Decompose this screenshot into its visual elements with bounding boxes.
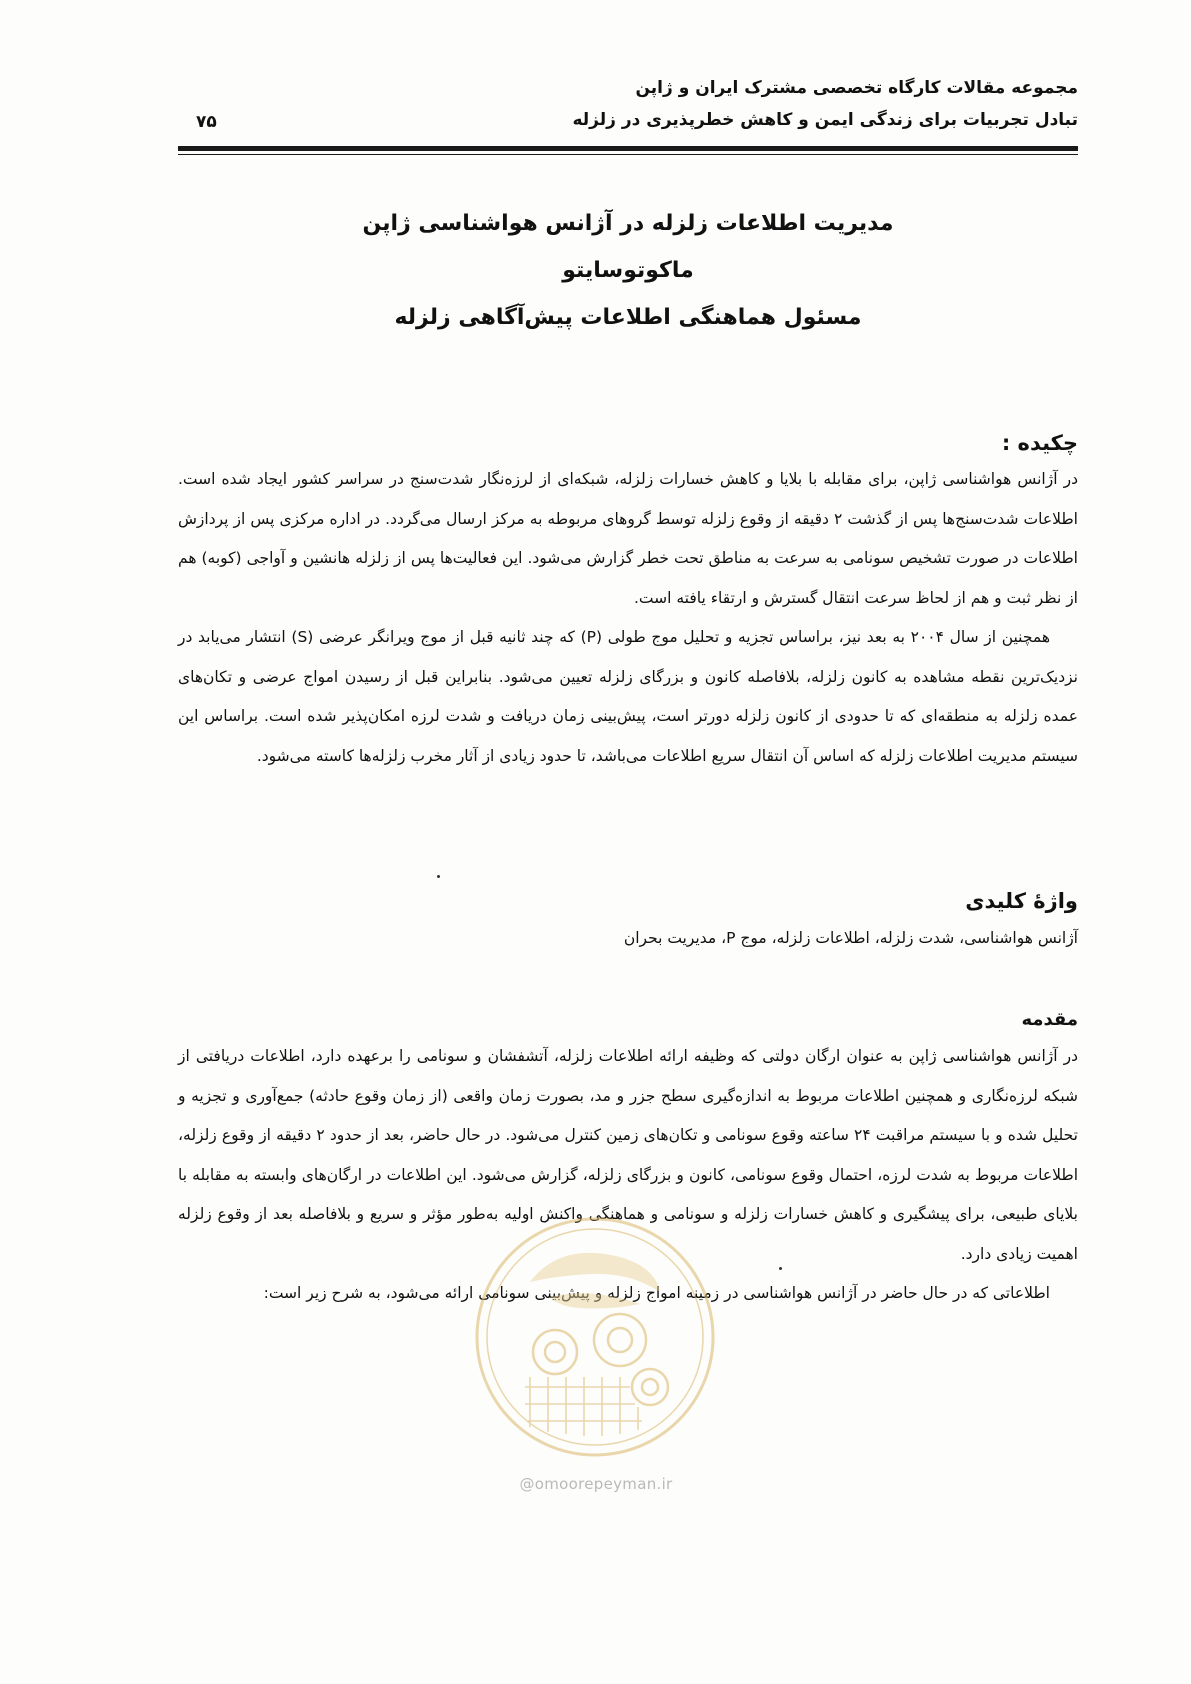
abstract-paragraph-2: همچنین از سال ۲۰۰۴ به بعد نیز، براساس تجزیه و تحلیل موج طولی (P) که چند ثانیه قبل از موج ویرانگر عرضی (S) انتشار می‌یابد در نزدیک‌ترین نقطه مشاهده به کانون زلزله، بلافاصله کانون و بزرگای زلزله تعیین می‌شود. بنابراین قبل از رسیدن امواج عرضی و تکان‌های عمده زلزله به منطقه‌ای که تا حدودی از کانون زلزله دورتر است، پیش‌بینی زمان دریافت و شدت لرزه امکان‌پذیر شده است. براساس این سیستم مدیریت اطلاعات زلزله که اساس آن انتقال سریع اطلاعات می‌باشد، تا حدود زیادی از آثار مخرب زلزله‌ها کاسته می‌شود. [178,628,1078,765]
header-rule [178,146,1078,151]
scan-speck [437,875,440,878]
introduction-paragraph-2: اطلاعاتی که در حال حاضر در آژانس هواشناسی در زمینه امواج زلزله و پیش‌بینی سونامی ارائه می‌شود، به شرح زیر است: [263,1284,1050,1302]
abstract-heading: چکیده : [1001,431,1078,455]
introduction-paragraph-1: در آژانس هواشناسی ژاپن به عنوان ارگان دولتی که وظیفه ارائه اطلاعات زلزله، آتشفشان و سونامی را برعهده دارد، اطلاعات دریافتی از شبکه لرزه‌نگاری و همچنین اطلاعات مربوط به اندازه‌گیری سطح جزر و مد، بصورت زمان واقعی (از زمان وقوع حادثه) جمع‌آوری و تجزیه و تحلیل شده و با سیستم مراقبت ۲۴ ساعته وقوع سونامی و تکان‌های زمین کنترل می‌شود. در حال حاضر، بعد از حدود ۲ دقیقه از وقوع زلزله، اطلاعات مربوط به شدت لرزه، احتمال وقوع سونامی، کانون و بزرگای زلزله، گزارش می‌شود. این اطلاعات در ارگان‌های وابسته به مقابله با بلایای طبیعی، برای پیشگیری و کاهش خسارات زلزله و سونامی و هماهنگی واکنش اولیه به‌طور مؤثر و سریع و بلافاصله بعد از وقوع زلزله اهمیت زیادی دارد. [178,1047,1079,1263]
running-header [178,72,1078,136]
page-number: ۷۵ [196,112,217,132]
title-block [178,200,1078,341]
keywords-list: آژانس هواشناسی، شدت زلزله، اطلاعات زلزله، موج P، مدیریت بحران [623,929,1078,947]
author-role: مسئول هماهنگی اطلاعات پیش‌آگاهی زلزله [394,305,862,330]
abstract-paragraph-1: در آژانس هواشناسی ژاپن، برای مقابله با بلایا و کاهش خسارات زلزله، شبکه‌ای از لرزه‌نگار شدت‌سنج در سراسر کشور ایجاد شده است. اطلاعات شدت‌سنج‌ها پس از گذشت ۲ دقیقه از وقوع زلزله توسط گروهای مربوطه به مرکز ارسال می‌گردد. در اداره مرکزی پس از پردازش اطلاعات در صورت تشخیص سونامی به سرعت به مناطق تحت خطر گزارش می‌شود. این فعالیت‌ها پس از زلزله هانشین و آواجی (کوبه) هم از نظر ثبت و هم از لحاظ سرعت انتقال گسترش و ارتقاء یافته است. [178,470,1078,607]
header-workshop-subtitle: تبادل تجربیات برای زندگی ایمن و کاهش خطرپذیری در زلزله [572,110,1078,130]
header-series-title: مجموعه مقالات کارگاه تخصصی مشترک ایران و ژاپن [635,78,1078,98]
paper-title: مدیریت اطلاعات زلزله در آژانس هواشناسی ژاپن [362,211,894,236]
abstract-section [178,426,1078,776]
header-rule-thin [178,154,1078,155]
keywords-section [178,884,1078,958]
introduction-heading: مقدمه [1021,1009,1078,1030]
watermark-logo-icon [470,1212,720,1462]
keywords-heading: واژهٔ کلیدی [965,889,1078,913]
scan-speck [779,1267,782,1270]
author-name: ماکوتوسایتو [562,258,694,283]
watermark-url: @omoorepeyman.ir [519,1475,673,1493]
